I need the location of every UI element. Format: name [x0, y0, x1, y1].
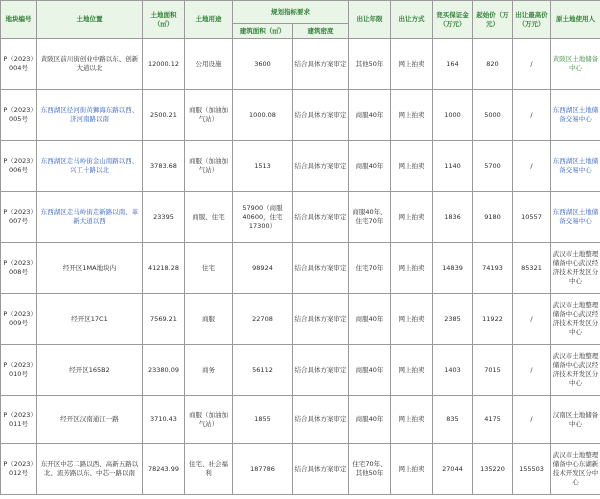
cell-location: 东西湖区走马岭街走新路以南、革新大道以西: [37, 192, 143, 243]
cell-max-price: /: [513, 396, 551, 444]
cell-plot-no: P（2023）011号: [1, 396, 37, 444]
cell-method: 网上拍卖: [391, 243, 433, 294]
cell-plot-no: P（2023）004号: [1, 39, 37, 90]
cell-use: 住宅: [185, 243, 233, 294]
cell-deposit: 1836: [433, 192, 473, 243]
table-row: [1, 243, 600, 294]
cell-building-area: 1000.08: [233, 90, 293, 141]
cell-method: 网上拍卖: [391, 294, 433, 345]
table-row: [1, 39, 600, 90]
cell-plot-no: P（2023）008号: [1, 243, 37, 294]
cell-density: 结合具体方案审定: [293, 294, 349, 345]
header-original-user: 原土地使用人: [551, 1, 600, 39]
cell-area: 3710.43: [143, 396, 185, 444]
cell-start-price: 4175: [473, 396, 513, 444]
cell-method: 网上拍卖: [391, 345, 433, 396]
table-row: [1, 192, 600, 243]
header-area: 土地面积（㎡）: [143, 1, 185, 39]
cell-use: 商服: [185, 294, 233, 345]
cell-plot-no: P（2023）012号: [1, 444, 37, 495]
cell-max-price: /: [513, 39, 551, 90]
cell-use: 商务: [185, 345, 233, 396]
cell-start-price: 135220: [473, 444, 513, 495]
cell-building-area: 1855: [233, 396, 293, 444]
cell-plot-no: P（2023）007号: [1, 192, 37, 243]
cell-deposit: 835: [433, 396, 473, 444]
cell-location: 东开区中芯二路以西、高新五路以北、流芳路以东、中芯一路以南: [37, 444, 143, 495]
cell-method: 网上拍卖: [391, 192, 433, 243]
cell-start-price: 820: [473, 39, 513, 90]
cell-use: 商服（加油加气站）: [185, 141, 233, 192]
cell-density: 结合具体方案审定: [293, 444, 349, 495]
cell-location: 黄陂区前川街创业中路以东、创新大道以北: [37, 39, 143, 90]
cell-density: 结合具体方案审定: [293, 141, 349, 192]
cell-location: 经开区165B2: [37, 345, 143, 396]
cell-area: 3783.68: [143, 141, 185, 192]
cell-building-area: 22708: [233, 294, 293, 345]
cell-area: 2500.21: [143, 90, 185, 141]
cell-start-price: 5700: [473, 141, 513, 192]
cell-area: 7569.21: [143, 294, 185, 345]
cell-building-area: 187786: [233, 444, 293, 495]
cell-use: 商服（加油加气站）: [185, 396, 233, 444]
cell-location: 经开区1MA地块内: [37, 243, 143, 294]
table-row: [1, 444, 600, 495]
cell-max-price: 155503: [513, 444, 551, 495]
cell-use: 商服（加油加气站）: [185, 90, 233, 141]
cell-building-area: 57900（商服40600，住宅17300）: [233, 192, 293, 243]
cell-max-price: /: [513, 141, 551, 192]
cell-max-price: 10557: [513, 192, 551, 243]
table-row: [1, 141, 600, 192]
table-row: [1, 396, 600, 444]
cell-density: 结合具体方案审定: [293, 243, 349, 294]
cell-term: 商服40年、住宅70年: [349, 192, 391, 243]
cell-original-user: 东西湖区土地储备交易中心: [551, 192, 600, 243]
cell-plot-no: P（2023）005号: [1, 90, 37, 141]
cell-term: 其他50年: [349, 39, 391, 90]
cell-deposit: 14839: [433, 243, 473, 294]
cell-term: 商服40年: [349, 90, 391, 141]
cell-method: 网上拍卖: [391, 39, 433, 90]
cell-deposit: 1000: [433, 90, 473, 141]
cell-term: 商服40年: [349, 294, 391, 345]
cell-original-user: 武汉市土地整理储备中心武汉经济技术开发区分中心: [551, 294, 600, 345]
cell-start-price: 74193: [473, 243, 513, 294]
cell-original-user: 武汉市土地整理储备中心武汉经济技术开发区分中心: [551, 243, 600, 294]
header-building-area: 建筑面积（㎡）: [233, 24, 293, 39]
cell-method: 网上拍卖: [391, 141, 433, 192]
cell-plot-no: P（2023）010号: [1, 345, 37, 396]
table-row: [1, 90, 600, 141]
header-plan-group: 规划指标要求: [233, 1, 349, 24]
cell-start-price: 9180: [473, 192, 513, 243]
cell-max-price: 85321: [513, 243, 551, 294]
cell-location: 东西湖区走马岭街金山南路以西、兴工十路以北: [37, 141, 143, 192]
cell-building-area: 3600: [233, 39, 293, 90]
header-deposit: 竞买保证金（万元）: [433, 1, 473, 39]
table-row: [1, 345, 600, 396]
cell-location: 经开区汉南通江一路: [37, 396, 143, 444]
cell-term: 商服40年: [349, 345, 391, 396]
cell-density: 结合具体方案审定: [293, 396, 349, 444]
cell-original-user: 黄陂区土地储备中心: [551, 39, 600, 90]
cell-density: 结合具体方案审定: [293, 345, 349, 396]
cell-max-price: /: [513, 294, 551, 345]
cell-method: 网上拍卖: [391, 444, 433, 495]
cell-location: 经开区17C1: [37, 294, 143, 345]
cell-term: 住宅70年: [349, 243, 391, 294]
cell-term: 住宅70年、其他50年: [349, 444, 391, 495]
cell-start-price: 5000: [473, 90, 513, 141]
cell-building-area: 1513: [233, 141, 293, 192]
cell-deposit: 27044: [433, 444, 473, 495]
cell-plot-no: P（2023）006号: [1, 141, 37, 192]
cell-deposit: 2385: [433, 294, 473, 345]
cell-deposit: 1403: [433, 345, 473, 396]
cell-original-user: 东西湖区土地储备交易中心: [551, 141, 600, 192]
cell-start-price: 7015: [473, 345, 513, 396]
cell-deposit: 1140: [433, 141, 473, 192]
cell-term: 商服40年: [349, 396, 391, 444]
cell-area: 78243.99: [143, 444, 185, 495]
cell-original-user: 东西湖区土地储备交易中心: [551, 90, 600, 141]
header-term: 出让年限: [349, 1, 391, 39]
cell-density: 结合具体方案审定: [293, 90, 349, 141]
cell-area: 23395: [143, 192, 185, 243]
cell-term: 商服40年: [349, 141, 391, 192]
cell-method: 网上拍卖: [391, 90, 433, 141]
cell-max-price: /: [513, 90, 551, 141]
cell-use: 商服、住宅: [185, 192, 233, 243]
cell-area: 23380.09: [143, 345, 185, 396]
cell-area: 41218.28: [143, 243, 185, 294]
cell-plot-no: P（2023）009号: [1, 294, 37, 345]
cell-original-user: 武汉市土地整理储备中心东湖新技术开发区分中心: [551, 444, 600, 495]
cell-use: 住宅、社会福利: [185, 444, 233, 495]
header-max-price: 出让最高价（万元）: [513, 1, 551, 39]
header-method: 出让方式: [391, 1, 433, 39]
cell-original-user: 武汉市土地整理储备中心武汉经济技术开发区分中心: [551, 345, 600, 396]
cell-start-price: 11922: [473, 294, 513, 345]
cell-building-area: 56112: [233, 345, 293, 396]
cell-area: 12000.12: [143, 39, 185, 90]
cell-use: 公用设施: [185, 39, 233, 90]
cell-density: 结合具体方案审定: [293, 39, 349, 90]
cell-original-user: 汉南区土地储备中心: [551, 396, 600, 444]
header-location: 土地位置: [37, 1, 143, 39]
table-row: [1, 294, 600, 345]
cell-building-area: 98924: [233, 243, 293, 294]
cell-deposit: 164: [433, 39, 473, 90]
cell-max-price: /: [513, 345, 551, 396]
cell-method: 网上拍卖: [391, 396, 433, 444]
cell-location: 东西湖区径河街黄狮海东路以西、济河南路以南: [37, 90, 143, 141]
header-plot-no: 地块编号: [1, 1, 37, 39]
header-density: 建筑密度: [293, 24, 349, 39]
header-start-price: 起始价（万元）: [473, 1, 513, 39]
cell-density: 结合具体方案审定: [293, 192, 349, 243]
header-use: 土地用途: [185, 1, 233, 39]
